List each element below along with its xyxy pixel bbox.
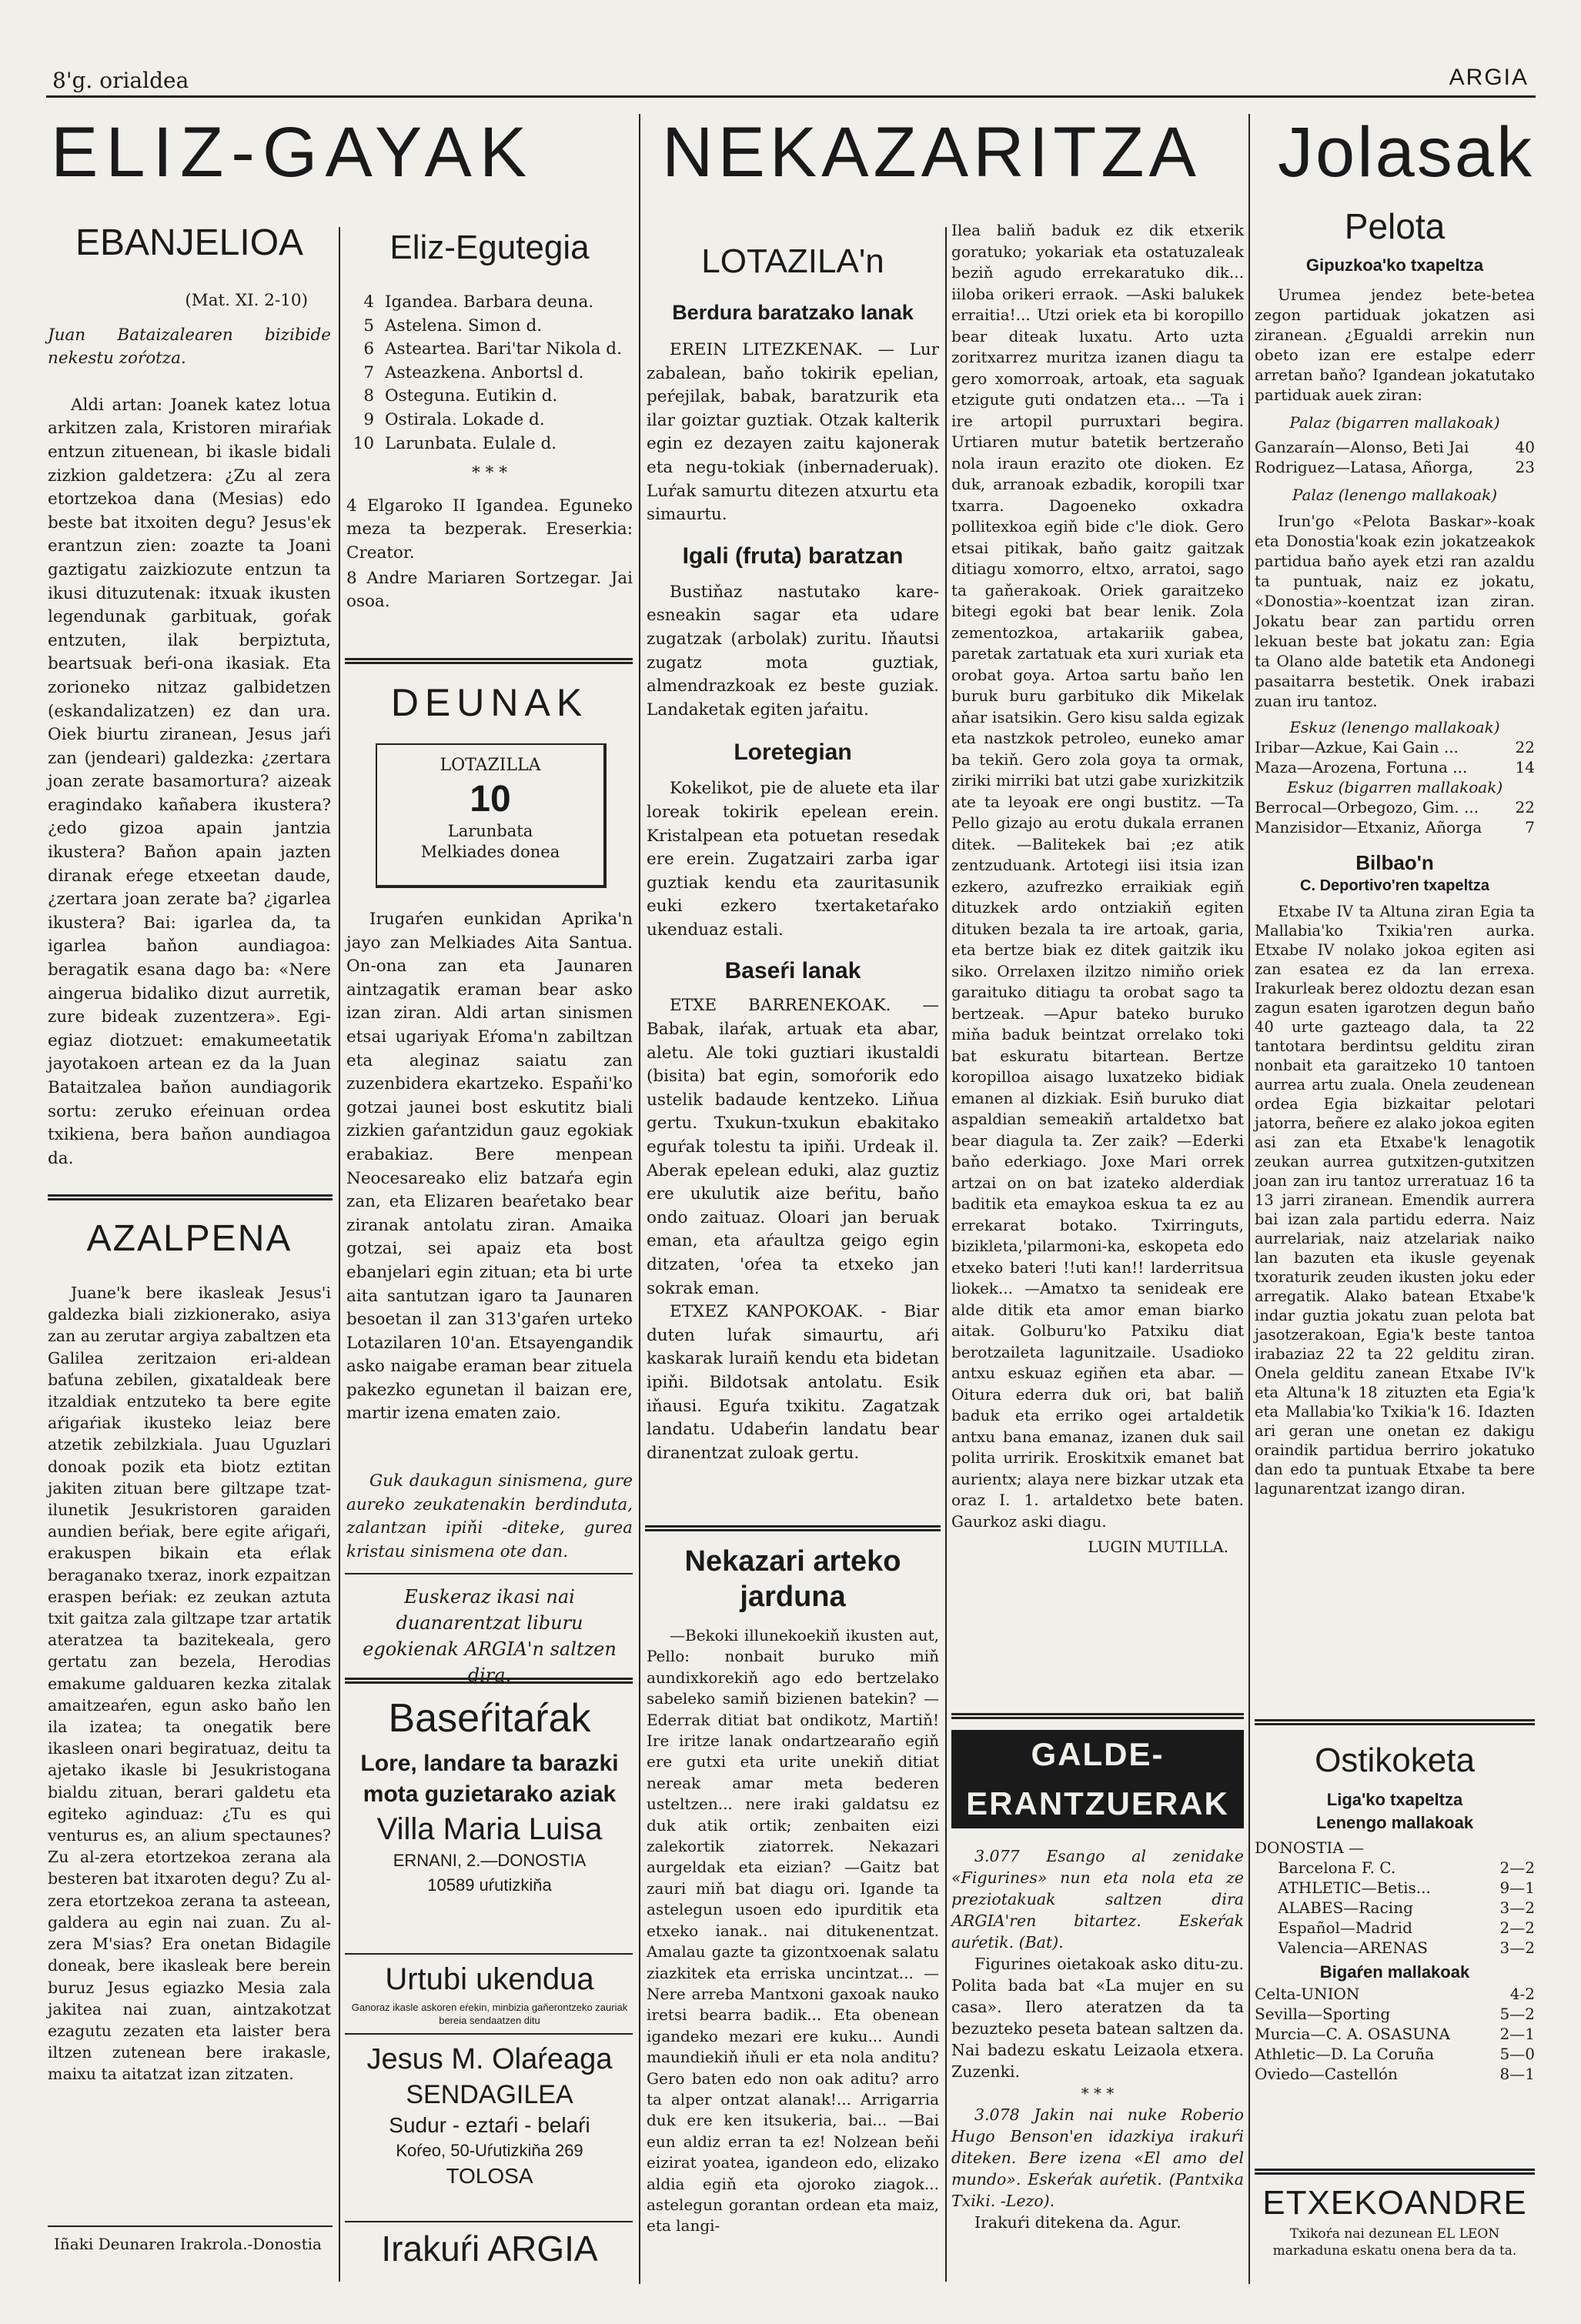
ad-olareaga-addr: Koŕeo, 50-Uŕutizkiňa 269 [396, 2141, 583, 2160]
ostikoketa-city: DONOSTIA — [1255, 1838, 1365, 1857]
nekazari-signature: LUGIN MUTILLA. [1088, 1538, 1228, 1556]
azalpena-column [48, 1219, 331, 2085]
ad-baseritarak-phone: 10589 uŕutizkiňa [427, 1875, 552, 1895]
loretegian-text: Kokelikot, pie de aluete eta ilar loreak tokirik epelean erein. Kristalpean eta potuetan resedak ere erein. Zugatzairi zarba igar guztiak kendu eta zauritasunik euki ezkero txertaketaŕako ukenduaz estali. [647, 779, 939, 940]
ebanjelioa-column [48, 223, 331, 1170]
journal-name: ARGIA [1449, 65, 1529, 90]
ostikoketa-results-1 [1255, 1858, 1535, 1958]
divider-etxekoandre [1255, 2169, 1535, 2175]
ostikoketa-subtitle: Liga'ko txapeltza [1326, 1790, 1463, 1809]
azalpena-title: AZALPENA [86, 1218, 292, 1259]
deunak-title: DEUNAK [390, 681, 589, 724]
result-row: Berrocal—Orbegozo, Gim. ... 22 [1255, 798, 1535, 816]
pelota-column [1255, 206, 1535, 1498]
ad-urtubi-title: Urtubi ukendua [385, 1962, 594, 1996]
divider-galde [951, 1713, 1244, 1719]
column-rule-4 [1248, 114, 1250, 2284]
ad-baseritarak-line2: mota guzietarako aziak [363, 1781, 617, 1807]
divider-ad3 [345, 1953, 633, 1955]
etxekoandre-text: Txikoŕa nai dezunean EL LEON markaduna eskatu onena bera da ta. [1272, 2226, 1517, 2259]
match-row: Sevilla—Sporting 5—2 [1255, 2005, 1535, 2023]
page-number: 8'g. orialdea [52, 68, 189, 93]
divider-egutegia [345, 658, 633, 664]
egutegia-day: 10 Larunbata. Eulale d. [353, 433, 557, 453]
deunak-weekday: Larunbata [447, 822, 533, 840]
deunak-saint: Melkiades donea [420, 843, 560, 861]
section-jolasak: Jolasak [1278, 113, 1534, 192]
divider-nekazari [645, 1525, 941, 1531]
divider-ad2 [345, 1678, 633, 1684]
result-row: Maza—Arozena, Fortuna ... 14 [1255, 758, 1535, 776]
section-nekazaritza: NEKAZARITZA [662, 113, 1201, 192]
match-row: Español—Madrid 2—2 [1278, 1918, 1535, 1937]
galde-column [951, 1730, 1244, 2233]
nekazari-text: —Bekoki illunekoekiň ikusten aut, Pello: nonbait buruko miň aundixkorekiň ago edo bertzelako sabeleko samiň bizienen batekin? —Ederrak ditiat bat ondikotz, Martiň! Ire iritze lanak ondartzearaño egiň ere gutxi eta urite unekiň ditiat nereak amar meta bederen usteltzen... nere iraki galdatsu ez duk atik ortik; zenbaiten eizi zalekortik ziatorrek. Nekazari aurgeldak eta eizian? —Gaitz bat zauri miň bat diagu ori. Igande ta astelegun usoen edo ipurditik eta etxeko ianak.. nai ditukenentzat. Amalau gazte ta gizontxoenak salatu ziazkitek eta erriska uncintzat... —Nere arreba Mantxoni gaxoak nauko iretsi bearra badik... Eta obenean igandeko mezari ere kuku... Aundi maundiekiň iňuli er eta nola anditu? Gero baten edo non oak aditu? arro ta alper ontzat alanak!... Arrigarria duk ere ken itsukeria, bai... —Bai eun aldiz erran ta ez! Nolzean beňi eizirat yoatea, igandeon edo, elizako aldia egiň eta ojoroko ziagok... astelegun gorantan ordean eta maiz, eta langi- [647, 1626, 939, 2236]
ad-baseritarak-title: Baseŕitaŕak [388, 1696, 591, 1741]
pelota-eskuz-1: Eskuz (lenengo mallakoak) [1289, 718, 1500, 736]
ebanjelioa-title: EBANJELIOA [75, 222, 304, 263]
ad-argia-books: Euskeraz ikasi nai duanarentzat liburu egokienak ARGIA'n saltzen dira. [363, 1586, 617, 1686]
divider-ad4 [345, 2033, 633, 2035]
ostikoketa-bigaren: Bigaŕen mallakoak [1319, 1962, 1470, 1982]
nekazari-continued [951, 220, 1244, 1559]
pelota-eskuz-2: Eskuz (bigarren mallakoak) [1286, 778, 1503, 796]
divider-ad1 [345, 1573, 633, 1574]
pelota-title: Pelota [1344, 206, 1446, 246]
lotazila-title: LOTAZILA'n [701, 242, 884, 280]
ad-olareaga-city: TOLOSA [446, 2164, 533, 2188]
ad-olareaga-line: Sudur - eztaŕi - belaŕi [389, 2113, 590, 2137]
baseri-text-2: ETXEZ KANPOKOAK. - Biar duten luŕak simaurtu, aŕi kaskarak luraiñ kendu eta bidetan ipiňi. Bildotsak antolatu. Esik iňausi. Eguŕa txikitu. Zagatzak landatu. Udabeŕin landatu bear diranentzat zuloak gertu. [647, 1302, 939, 1463]
ad-olareaga-role: SENDAGILEA [406, 2080, 573, 2109]
galde-title: GALDE-ERANTZUERAK [951, 1730, 1244, 1828]
egutegia-day: 8 Osteguna. Eutikin d. [363, 386, 558, 406]
ostikoketa-title: Ostikoketa [1315, 1741, 1475, 1779]
lotazila-column [647, 228, 939, 1465]
ad-baseritarak [346, 1695, 633, 1898]
deunak-month: LOTAZILLA [440, 756, 541, 775]
nekazari-text-continued: Ilea baliň baduk ez dik etxerik goratuko; yokariak eta ostatuzaleak beziň agudo errekaratuko dik... iiloba orikeri erraok. —Aski balukek erraitia!... Utzi oriek eta bi koropillo bear diteak luxatu. Arto uzta zoritxarrez muritza izanen diagu ta gero xomorroak, artoak, eta saguak etzigute guti ondatzen eta... —Ta i ire artopil purruxtari begira. Urtiaren mutur batetik bertzeraňo nola iraun erazito ote dioken. Ez duk, arranoak ezbadik, koropili txar txarra. Dagoeneko oxkadra pollitexkoa egiň bide c'le diok. Gero etsai pitikak, baňo gaitz gaitzak ditiagu xomorro, eltxo, arratoi, sago ta gaňerakoak. Oriek garaitzeko bitegi egoki bat bear lenik. Zola zementozkoa, artakariik gabea, paretak zartatuak eta xuri xuriak eta orobat goya. Artoa sartu baňo len buruk buru garbituko dik Mikelak aňar isatsikin. Gero kisu salda egizak eta nastzkok petroleo, euneko amar ba tekiň. Gero zola goya ta ormak, ziriki mirriki bat utzi gabe xurizkitzik ate ta leyoak ere ongi bustitz. —Ta Pello gizajo au erotu dukala erranen ditek. —Balitekek bai ;ez atik zentzuduank. Artotegi iisi itsia izan ezkero, azufrezko erraikiak egiň dituzkek ardo ontziakiň egiten dituken bezala ta ire artoak, garia, eta bertze biak ez ditek gaitzik iku siko. Orrelaxen ilzitzo nimiňo oriek garaituko ditiagu ta orobat sago ta bertzeak. —Apur bateko buruko miňa baduk beintzat orrelako toki bat eskuratu bitartean. Bertze koropilloa aisago luxatzeko bidiak emanen al dizkiak. Esiň buruko diat aspaldian semeakiň artaldetxo bat bear diagula ta. Zer zaik? —Ederki baňo ederkiago. Joxe Mari orrek artzai on on bat izateko alderdiak baditik eta emaykoa eskua ta ez au errekarat botako. Txirringuts, bizikleta,'pilarmoni-ka, eskopeta edo etxeko bateri !!uti kan!! larderritsua liokek... —Amatxo ta senideak ere alde ditik eta amor eman biarko aitak. Golburu'ko Patxiku diat berotzaileta lagunitzaile. Usadioko antxu eskuaz egiňen eta abar. —Oitura ederra duk ori, bat baliň baduk eta erriko ogei artaldetik antxu bana emanaz, izanen duk sail polita urririk. Eroskitxik emanet bat aurientx; alaya nere bizkar utzak eta oraz I. 1. artaldetxo bete baten. Gaurkoz aski diagu. [951, 221, 1244, 1531]
ad-baseritarak-name: Villa Maria Luisa [376, 1812, 603, 1846]
column-rule-1 [339, 227, 340, 2282]
ad-olareaga-name: Jesus M. Olaŕeaga [366, 2043, 613, 2075]
egutegia-note-4: 4 Elgaroko II Igandea. Egunekо meza ta bezperak. Ereserkia: Creator. [346, 496, 633, 563]
match-row: ALABES—Racing 3—2 [1278, 1898, 1535, 1917]
ad-urtubi-text: Ganoraz ikasle askoren eŕekin, minbizia gaňerontzeko zauriak bereia sendaatzen ditu [351, 2002, 628, 2026]
ostikoketa-subtitle-2: Lenengo mallakoak [1315, 1813, 1474, 1832]
galde-stars: * * * [1081, 2084, 1115, 2102]
baseri-heading: Baseŕi lanak [724, 958, 861, 984]
match-row: Athletic—D. La Coruña 5—0 [1255, 2045, 1535, 2063]
galde-question-1: 3.077 Esango al zenidake «Figurines» nun eta nola eta ze preziotakuak saltzen dira ARGIA'ren bitartez. Eskeŕak auŕetik. (Bat). [951, 1847, 1244, 1952]
divider-ostikoketa [1255, 1719, 1535, 1725]
galde-answer-1: Figurines oietakoak asko ditu-zu. Polita bada bat «La mujer en su casa». Ilero ateratzen da ta bezuzteko peseta batean saltzen da. Nai badezu eskatu Leizaola etxera. Zuzenki. [951, 1955, 1244, 2081]
egutegia-day: 5 Astelena. Simon d. [363, 316, 543, 336]
ad-baseritarak-line1: Lore, landare ta barazki [360, 1751, 619, 1776]
igali-text: Bustiňaz nastutako kare-esneakin sagar eta udare zugatzak (arbolak) zuritu. Iňautsi zugatz mota guztiak, almendrazkoak ez beste guziak. Landaketak egiten jaŕaitu. [647, 582, 939, 720]
berdura-heading: Berdura baratzako lanak [672, 301, 914, 324]
result-row: Ganzaraín—Alonso, Beti Jai 40 [1255, 438, 1535, 456]
ad-urtubi [346, 1961, 633, 2027]
ad-olareaga [346, 2041, 633, 2190]
pelota-text: Irun'go «Pelota Baskar»-koak eta Donostia'koak ezin jokatzeakok partidua baňo ayek etzi ran azaldu ta puntuak, naiz ez jokatu, «Donostia»-koentzat izan ziran. Jokatu bear zan partidu orren lekuan beste bat jokatu zan: Egia ta Olano alde batetik eta Andonegi pasaitarra bestetik. Onek irabazi zuan iru tantoz. [1255, 512, 1535, 710]
column-rule-2 [639, 114, 640, 2284]
deunak-date-box [376, 743, 607, 888]
berdura-text: EREIN LITEZKENAK. — Lur zabalean, baňo tokirik epelian, peŕejilak, babak, baratzurik eta ilar goiztar guztiak. Otzak kalterik egin ez dezayen zaitu kajonerak eta negu-tokiak (inbernaderuak). Luŕak samurtu ditezen atxurtu eta simaurtu. [647, 340, 939, 525]
baseri-text-1: ETXE BARRENEKOAK. — Babak, ilaŕak, artuak eta abar, aletu. Ale toki guztiari ikustaldi (bisita) bat egin, somoŕorik edo ustelik badaude kentzeko. Liňua gertu. Txukun-txukun ebakitako eguŕak tolestu ta ipiňi. Urdeak il. Aberak epelean eduki, alaz guztiz ere ukulutik aize beŕitu, baňo ondo zaituaz. Oloari jan beruak eman, eta aŕaultza geigo egin ditzaten, 'oŕea ta etxeko jan sokrak eman. [647, 996, 939, 1298]
match-row: Murcia—C. A. OSASUNA 2—1 [1255, 2025, 1535, 2043]
etxekoandre-title: ETXEKOANDRE [1262, 2184, 1527, 2222]
result-row: Iribar—Azkue, Kai Gain ... 22 [1255, 738, 1535, 756]
divider-ebanjelioa [48, 1194, 333, 1200]
section-eliz-gayak: ELIZ-GAYAK [51, 113, 535, 192]
deunak-quote: Guk daukagun sinismena, gure aureko zeukatenakin berdinduta, zalantzan ipiňi -diteke, gurea kristau sinismena ote dan. [346, 1471, 633, 1561]
pelota-palaz-2: Palaz (bigarren mallakoak) [1289, 413, 1500, 432]
ebanjelioa-subtitle: Juan Bataizalearen bizibide nekestu zoŕotza. [48, 325, 331, 369]
pelota-subtitle: Gipuzkoa'ko txapeltza [1305, 255, 1484, 275]
match-row: Valencia—ARENAS 3—2 [1278, 1938, 1535, 1957]
deunak-text: Irugaŕen eunkidan Aprika'n jayo zan Melkiades Aita Santua. On-ona zan eta Jaunaren aintzagatik eraman bear asko izan ziran. Aldi artan sinismen etsai ugariyak Eŕoma'n zabiltzan eta aleginaz saiatu zan zuzenbidera ekartzeko. Espaňi'ko gotzai jaunei bost eskutitz biali zizkien gaŕantzidun gauz egokiak erabakiaz. Bere menpean Neocesareako eliz batzaŕa egin zan, eta Elizaren beaŕetako bear ziranak antolatu ziran. Amaika gotzai, sei apaiz eta bost ebanjelari egin zituan; eta bi urte aita santutzan igaro ta Jaunaren besoetan il zan 313'gaŕen urteko Lotazilaren 10'an. Etsayengandik asko naigabe eraman bear zituela pakezko egunetan il baizan ere, martir izena ematen zaio. [346, 910, 633, 1424]
result-row: Manzisidor—Etxaniz, Añorga 7 [1255, 818, 1535, 836]
match-row: Celta-UNION 4-2 [1255, 1985, 1535, 2003]
divider-footer [48, 2225, 333, 2227]
egutegia-list [346, 291, 633, 456]
deunak-day: 10 [470, 779, 511, 820]
match-row: Oviedo—Castellón 8—1 [1255, 2065, 1535, 2083]
ad-irakuri-argia: Irakuŕi ARGIA [381, 2229, 598, 2269]
result-row: Rodriguez—Latasa, Añorga, 23 [1255, 458, 1535, 476]
etxekoandre-ad [1255, 2182, 1535, 2259]
pelota-intro: Urumea jendez bete-betea zegon partiduak jokatzen asi ziranean. ¿Egualdi arrekin nun obeto izan ere estalpe ederr arretan baňo? Igandean jokatutako partiduak auek ziran: [1255, 285, 1535, 404]
galde-answer-2: Irakuŕi ditekena da. Agur. [974, 2213, 1182, 2232]
azalpena-text: Juane'k bere ikasleak Jesus'i galdezka biali zizkionerako, asiya zan au zerutar argiya zabaltzen eta Galilea zeritzaion eri-aldean baťuna zebilen, gixataldeak bere itzaldiak entzuteko ta bere egite aŕigaŕiak ikusteko leiaz bere atzetik zebilzkiala. Juau Uguzlari donoak pozik eta biotz eztitan jakiten zituan bere giltzape tzat-ilunetik Jesukristoren garaiden aundien beŕiak, bere egite aŕigaŕi, erakuspen bikain eta eŕlak beraganako txeraz, inork ezpaitzan eraspen beŕiak: ez zeukan aztuta txit gaitza zala giltzape tzar artatik ateratzea ta bazitekeala, gero gertatu zan bezela, Herodias emakume galduaren kezka zitalak amaitzeaŕen, egun asko baňo len ila izatea; ta onegatik bere ikasleen onari begiratuaz, deitu ta ajetako ikasle bi Jesukristogana bialdu zituan, berari galdetu eta egiteko aginduaz: ¿Tu es qui venturus es, an alium spectaunes? Zu al-zera etortzekoa zerana ala besteren bat itxaroten degu? Zu al-zera etortzekoa zerana ta asteean, galdera au egin nai zuan. Zu al-zera M'sias? Era onetan Bidagile doneak, bere ikasleak bere berein buruz Jesus egiazko Mesia zala jakitea nai zuan, aintzakotzat ezagutu zezaten eta laister bera iltzen zutenean bere irakasle, maixu ta aitatzat izan zitzaten. [48, 1284, 331, 2084]
bilbao-subtitle: C. Deportivo'ren txapeltza [1300, 877, 1489, 894]
pelota-results-1 [1255, 437, 1535, 477]
ostikoketa-results-2 [1255, 1984, 1535, 2084]
egutegia-column [346, 228, 633, 614]
ebanjelioa-ref: (Mat. XI. 2-10) [185, 291, 308, 310]
egutegia-day: 7 Asteazkena. Anbortsl d. [363, 362, 584, 382]
match-row: ATHLETIC—Betis... 9—1 [1278, 1878, 1535, 1897]
egutegia-note-8: 8 Andre Mariaren Sortzegar. Jai osoa. [346, 568, 633, 612]
galde-question-2: 3.078 Jakin nai nuke Roberio Hugo Benson'en idazkiya irakuŕi diteken. Bere izena «El amo del mundo». Eskeŕak auŕetik. (Pantxika Txiki. -Lezo). [951, 2105, 1244, 2210]
header-rule [46, 95, 1536, 98]
stars-separator: * * * [472, 463, 507, 483]
egutegia-day: 4 Igandea. Barbara deuna. [363, 292, 594, 312]
ebanjelioa-text: Aldi artan: Joanek katez lotua arkitzen zala, Kristoren miraŕiak entzun zituenean, bi ikasle bidali zizkion galdetzera: ¿Zu al zera etortzekoa dana (Mesias) edo beste bat itxoiten degu? Jesus'ek erantzun zien: zoazte ta Joani gaztigatu zaizkiozute entzun ta ikusi dituzutenak: itxuak ikusten legendunak garbituak, goŕak entzuten, ilak berpiztuta, beartsuak beŕi-ona ikasiak. Eta zorioneko nitzaz galbidetzen (eskandalizatzen) ez dan ura. Oiek biurtu ziranean, Jesus jaŕi zan (jendeari) galdezka: ¿zertara joan zerate basamortura? aizeak eragindako kañabera ikustera? ¿edo gizoa apain jantzia ikustera? Baňon apain jazten diranak eŕege etxeetan daude, ¿zertara joan zerate ba? ¿igarlea ikustera? Bai: igarlea da, ta igarlea baňon aundiagoa: beragatik esana dago ba: «Nere aingerua bidaliko dizut aurretik, zure bideak zuzentzera». Egi-egiaz diotzuet: emakumeetatik jayotakoen artean ez da la Juan Bataitzalea baňon aundiagorik sortu: zeruko eŕeinuan ordea txikiena, bera baňon aundiagoa da. [48, 395, 331, 1168]
pelota-palaz-1: Palaz (lenengo mallakoak) [1292, 486, 1498, 504]
column-rule-3 [945, 227, 947, 2282]
pelota-results-3 [1255, 797, 1535, 837]
match-row: Barcelona F. C. 2—2 [1278, 1858, 1535, 1877]
ostikoketa-column [1255, 1741, 1535, 2084]
nekazari-title: Nekazari arteko jarduna [684, 1545, 901, 1613]
loretegian-heading: Loretegian [734, 740, 852, 766]
nekazari-column [647, 1544, 939, 2237]
igali-heading: Igali (fruta) baratzan [682, 543, 904, 569]
egutegia-day: 9 Ostirala. Lokade d. [363, 409, 545, 429]
azalpena-footer: Iñaki Deunaren Irakrola.-Donostia [54, 2235, 322, 2253]
bilbao-text: Etxabe IV ta Altuna ziran Egia ta Mallabia'ko Txikia'ren aurka. Etxabe IV nolako jokoa egiten asi zan esatea ez da lan errexa. Irakurleak berez oldoztu dezan esan zagun esaten igarotzen degun baňo 40 urte gazteago dala, ta 22 tantotara berdintsu gelditu ziran nonbait eta garaitzeko 10 tantoen aurrea artu zuala. Onela zeudenean ordea Egia bizkaitar pelotari jatorra, beñere ez alako jokoa egiten asi zan eta Etxabe'k lenagotik zeukan aurrea gutxitzen-gutxitzen joan zan iru tantoz urreratuaz 16 ta 13 jarri ziranean. Emendik aurrera bai izan zala partidu ederra. Naiz aurrelariak, naiz atzelariak naiko lan bazuten eta ikusle geyenak txoraturik zeuden ikusten joku eder arregatik. Alako batean Etxabe'k indar guztia jokatu zuan pelota bat jasotzerakoan, Egia'k beste tantoa irabaziaz 22 ta 22 gelditu ziran. Onela gelditu zanean Etxabe IV'k eta Altuna'k 18 zituzten eta Egia'k eta Mallabia'ko Txikia'k 16. Idazten ari geran une onetan ez dakigu oraindik partidua berriro jokatuko dan edo ta puntuak Etxabe ta bere lagunarentzat izango diran. [1255, 903, 1535, 1498]
bilbao-title: Bilbao'n [1355, 851, 1434, 874]
egutegia-title: Eliz-Egutegia [389, 229, 590, 266]
pelota-results-2 [1255, 737, 1535, 777]
ad-baseritarak-addr: ERNANI, 2.—DONOSTIA [393, 1851, 587, 1870]
egutegia-day: 6 Asteartea. Bari'tar Nikola d. [363, 339, 622, 359]
divider-ad5 [345, 2221, 633, 2222]
